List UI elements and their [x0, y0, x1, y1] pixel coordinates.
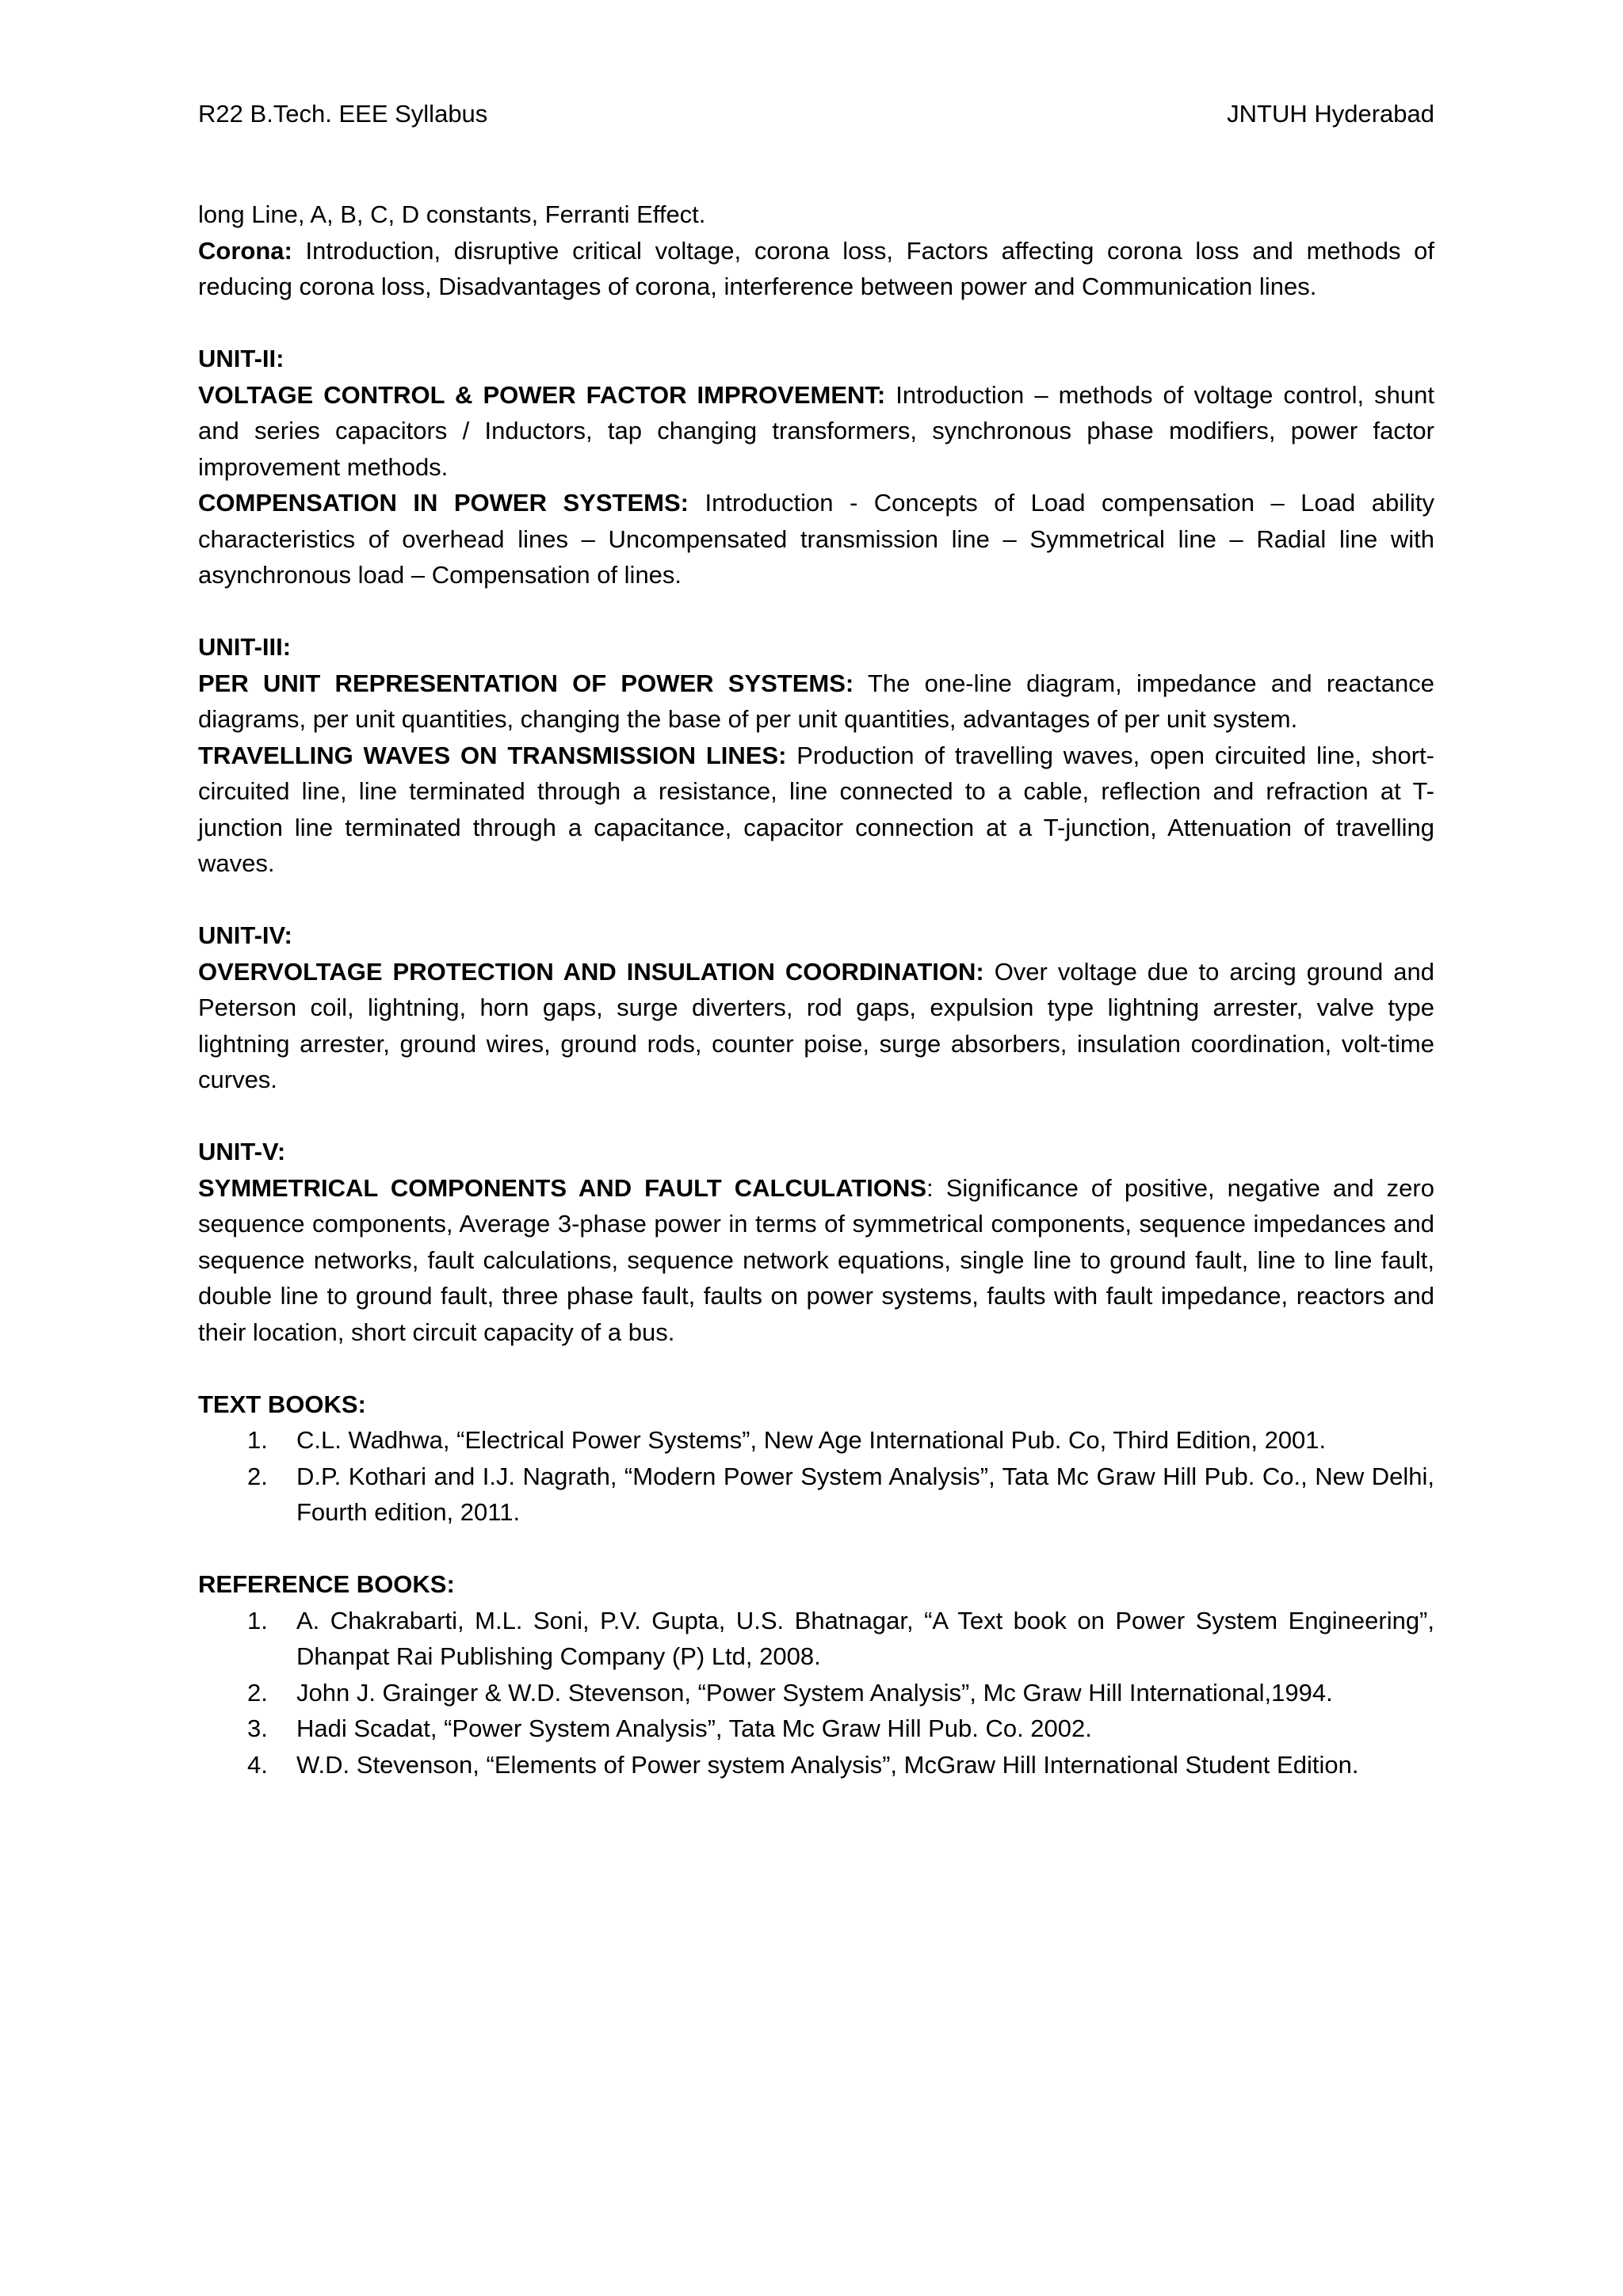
list-item: [198, 1747, 1434, 1783]
unit-2-compensation: [198, 485, 1434, 593]
page-header: [198, 98, 1434, 130]
unit-3-per-unit: [198, 666, 1434, 738]
list-text: John J. Grainger & W.D. Stevenson, “Power System Analysis”, Mc Graw Hill International,1994.: [296, 1678, 1333, 1707]
spacer: [198, 1531, 1434, 1567]
unit-4-heading: UNIT-IV:: [198, 921, 292, 949]
per-unit-text: The one-line diagram, impedance and reactance diagrams, per unit quantities, changing the base of per unit quantities, advantages of per unit system.: [198, 669, 1434, 733]
document-page: [198, 0, 1434, 2296]
spacer: [198, 1098, 1434, 1135]
list-item: [198, 1459, 1434, 1531]
travelling-waves-text: Production of travelling waves, open circuited line, short-circuited line, line terminated through a resistance, line connected to a cable, reflection and refraction at T-junction line terminated through a capacitance, capacitor connection at a T-junction, Attenuation of travelling waves.: [198, 741, 1434, 877]
overvoltage-label: OVERVOLTAGE PROTECTION AND INSULATION COORDINATION:: [198, 957, 984, 986]
header-university: JNTUH Hyderabad: [1227, 100, 1434, 128]
symmetrical-text: : Significance of positive, negative and zero sequence components, Average 3-phase power in terms of symmetrical components, sequence impedances and sequence networks, fault calculations, sequence network equations, single line to ground fault, line to line fault, double line to ground fault, three phase fault, faults on power systems, faults with fault impedance, reactors and their location, short circuit capacity of a bus.: [198, 1173, 1434, 1346]
list-text: Hadi Scadat, “Power System Analysis”, Tata Mc Graw Hill Pub. Co. 2002.: [296, 1714, 1092, 1742]
compensation-text: Introduction - Concepts of Load compensation – Load ability characteristics of overhead lines – Uncompensated transmission line – Symmetrical line – Radial line with asynchronous load – Compensation of lines.: [198, 489, 1434, 589]
unit-5-symmetrical: [198, 1170, 1434, 1351]
list-number: 1.: [247, 1606, 268, 1634]
list-number: 2.: [247, 1462, 268, 1490]
unit-5-heading: UNIT-V:: [198, 1138, 286, 1165]
reference-books-list: [198, 1603, 1434, 1783]
unit-3-travelling-waves: [198, 738, 1434, 882]
unit-3-heading: UNIT-III:: [198, 633, 292, 661]
list-number: 4.: [247, 1750, 268, 1779]
corona-text: Introduction, disruptive critical voltage, corona loss, Factors affecting corona loss and methods of reducing corona loss, Disadvantages of corona, interference between power and Communication lines.: [198, 236, 1434, 300]
list-item: [198, 1422, 1434, 1459]
list-text: A. Chakrabarti, M.L. Soni, P.V. Gupta, U.S. Bhatnagar, “A Text book on Power System Engineering”, Dhanpat Rai Publishing Company (P) Ltd, 2008.: [296, 1606, 1434, 1670]
text-books-heading: TEXT BOOKS:: [198, 1390, 366, 1418]
intro-line: long Line, A, B, C, D constants, Ferranti Effect.: [198, 200, 706, 228]
voltage-control-text: Introduction – methods of voltage control, shunt and series capacitors / Inductors, tap changing transformers, synchronous phase modifiers, power factor improvement methods.: [198, 380, 1435, 481]
spacer: [198, 1350, 1434, 1386]
list-text: C.L. Wadhwa, “Electrical Power Systems”, New Age International Pub. Co, Third Edition, 2001.: [296, 1426, 1327, 1454]
travelling-waves-label: TRAVELLING WAVES ON TRANSMISSION LINES:: [198, 741, 787, 769]
compensation-label: COMPENSATION IN POWER SYSTEMS:: [198, 489, 689, 517]
unit-2-heading: UNIT-II:: [198, 345, 285, 372]
list-item: [198, 1675, 1434, 1711]
corona-paragraph: [198, 233, 1434, 305]
spacer: [198, 882, 1434, 918]
list-number: 3.: [247, 1714, 268, 1742]
symmetrical-label: SYMMETRICAL COMPONENTS AND FAULT CALCULATIONS: [198, 1173, 927, 1202]
corona-label: Corona:: [198, 236, 292, 265]
per-unit-label: PER UNIT REPRESENTATION OF POWER SYSTEMS:: [198, 669, 854, 697]
syllabus-content: [198, 196, 1434, 1783]
spacer: [198, 305, 1434, 341]
list-item: [198, 1603, 1434, 1675]
unit-2-voltage-control: [198, 377, 1434, 486]
header-course-title: R22 B.Tech. EEE Syllabus: [198, 100, 488, 128]
voltage-control-label: VOLTAGE CONTROL & POWER FACTOR IMPROVEMENT:: [198, 380, 886, 409]
list-number: 1.: [247, 1426, 268, 1454]
spacer: [198, 593, 1434, 630]
unit-4-overvoltage: [198, 954, 1434, 1098]
overvoltage-text: Over voltage due to arcing ground and Peterson coil, lightning, horn gaps, surge diverters, rod gaps, expulsion type lightning arrester, valve type lightning arrester, ground wires, ground rods, counter poise, surge absorbers, insulation coordination, volt-time curves.: [198, 957, 1435, 1093]
list-item: [198, 1711, 1434, 1747]
list-number: 2.: [247, 1678, 268, 1707]
list-text: D.P. Kothari and I.J. Nagrath, “Modern Power System Analysis”, Tata Mc Graw Hill Pub. Co., New Delhi, Fourth edition, 2011.: [296, 1462, 1434, 1526]
text-books-list: [198, 1422, 1434, 1531]
reference-books-heading: REFERENCE BOOKS:: [198, 1570, 455, 1598]
list-text: W.D. Stevenson, “Elements of Power system Analysis”, McGraw Hill International Student Edition.: [296, 1750, 1359, 1779]
